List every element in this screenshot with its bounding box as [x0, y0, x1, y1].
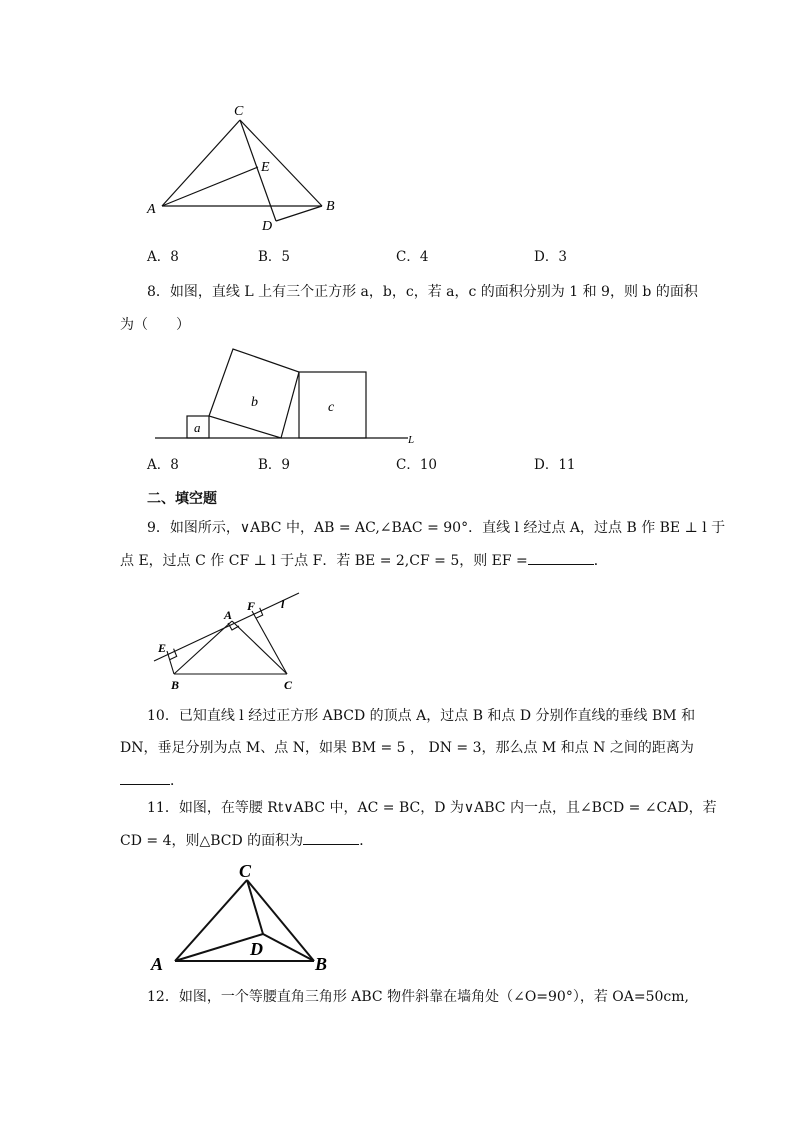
q10-text-line2: DN，垂足分别为点 M、点 N，如果 BM = 5 ， DN = 3，那么点 M 和点 N 之间的距离为	[120, 740, 694, 756]
fig9-label-F: F	[247, 599, 256, 613]
fig9-label-l: l	[281, 597, 285, 611]
q10-text-line3-end: ．	[170, 773, 184, 789]
q9-text-line2-body: 点 E，过点 C 作 CF ⊥ l 于点 F．若 BE = 2,CF = 5，则 EF =	[120, 553, 528, 569]
q7-option-b: B．5	[258, 249, 291, 265]
figure-q9	[150, 588, 310, 698]
fig9-label-C: C	[284, 678, 293, 692]
q9-text-line1: 9．如图所示，∨ABC 中，AB = AC,∠BAC = 90°．直线 l 经过点 A，过点 B 作 BE ⊥ l 于	[147, 520, 726, 536]
fig7-label-B: B	[326, 199, 335, 214]
fig7-label-C: C	[234, 104, 244, 119]
fig11-label-A: A	[151, 954, 164, 974]
q8-option-c: C．10	[396, 457, 438, 473]
fig11-label-B: B	[315, 954, 328, 974]
q8-option-a: A．8	[147, 457, 179, 473]
q9-text-line2	[120, 550, 608, 571]
fig9-label-B: B	[171, 678, 180, 692]
fig8-label-c: c	[328, 400, 335, 415]
q9-answer-blank[interactable]	[528, 550, 594, 565]
q8-option-b: B．9	[258, 457, 291, 473]
q9-text-line2-end: ．	[593, 553, 608, 569]
fig8-label-b: b	[251, 395, 258, 410]
q11-text-line2	[120, 830, 373, 851]
fig11-label-C: C	[239, 861, 252, 881]
fig11-label-D: D	[250, 939, 263, 959]
q8-text-line1: 8．如图，直线 L 上有三个正方形 a，b，c，若 a，c 的面积分别为 1 和 9，则 b 的面积	[147, 284, 698, 300]
q7-option-a: A．8	[147, 249, 179, 265]
q11-text-line1: 11．如图，在等腰 Rt∨ABC 中，AC = BC，D 为∨ABC 内一点，且∠BCD = ∠CAD，若	[147, 800, 717, 816]
q8-option-d: D．11	[534, 457, 576, 473]
q11-text-line2-body: CD = 4，则△BCD 的面积为	[120, 833, 304, 849]
section-title: 二、填空题	[147, 491, 217, 507]
q7-option-d: D．3	[534, 249, 567, 265]
figure-q11	[145, 858, 345, 978]
q11-text-line2-end: ．	[359, 833, 374, 849]
q10-answer-blank[interactable]	[120, 770, 170, 785]
q8-text-line2: 为（ ）	[120, 317, 190, 333]
fig7-label-D: D	[262, 219, 273, 234]
q11-answer-blank[interactable]	[303, 830, 359, 845]
fig8-label-L: L	[408, 434, 415, 446]
q10-text-line1: 10．已知直线 l 经过正方形 ABCD 的顶点 A，过点 B 和点 D 分别作直线的垂线 BM 和	[147, 708, 696, 724]
q10-text-line3	[120, 770, 184, 791]
figure-q7	[140, 100, 350, 240]
figure-q8	[150, 343, 420, 448]
q7-option-c: C．4	[396, 249, 429, 265]
fig9-label-A: A	[224, 608, 233, 622]
fig7-label-A: A	[147, 202, 156, 217]
fig8-label-a: a	[194, 420, 201, 435]
fig7-label-E: E	[261, 160, 270, 175]
fig9-label-E: E	[158, 641, 167, 655]
q12-text-line1: 12．如图，一个等腰直角三角形 ABC 物件斜靠在墙角处（∠O=90°），若 OA=50cm,	[147, 989, 689, 1005]
